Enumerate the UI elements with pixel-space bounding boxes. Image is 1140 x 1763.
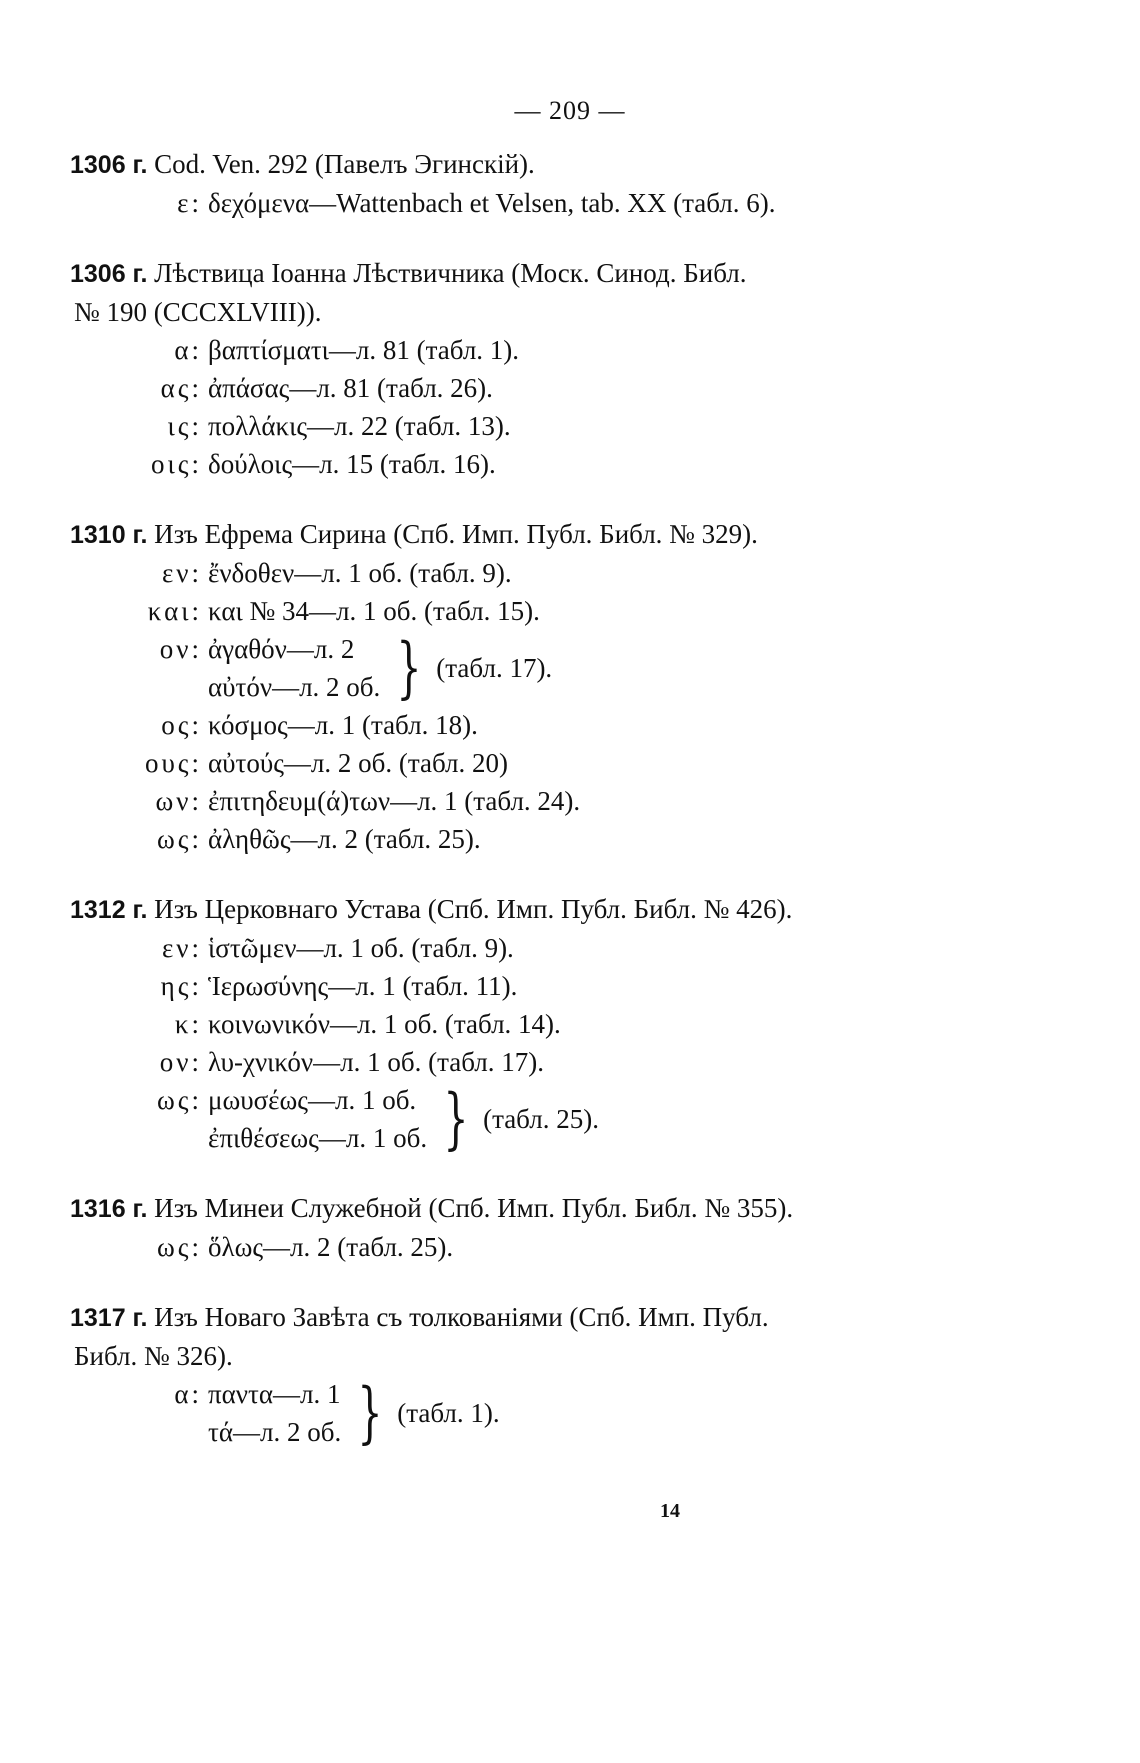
ending-example: ἐπιτηδευμ(ά)των—л. 1 (табл. 24). xyxy=(208,786,581,816)
ending-row xyxy=(70,929,1070,967)
entry-year: 1310 г. xyxy=(70,521,148,549)
catalog-entry xyxy=(70,1298,1070,1451)
catalog-entry xyxy=(70,1189,1070,1266)
ending-suffix: ας: xyxy=(160,373,202,403)
right-brace-icon: } xyxy=(396,629,422,706)
sheet-signature: 14 xyxy=(660,1500,680,1522)
ending-suffix: α: xyxy=(174,335,202,365)
group-examples xyxy=(208,1375,341,1451)
ending-example: και № 34—л. 1 об. (табл. 15). xyxy=(208,596,540,626)
ending-row xyxy=(70,706,1070,744)
ending-example: ἔνδοθεν—л. 1 об. (табл. 9). xyxy=(208,558,512,588)
ending-example: αὐτόν—л. 2 об. xyxy=(208,672,381,702)
ending-suffix: ων: xyxy=(155,786,202,816)
ending-example: ἀγαθόν—л. 2 xyxy=(208,634,355,664)
ending-row xyxy=(70,592,1070,630)
ending-suffix: κ: xyxy=(174,1009,202,1039)
ending-row xyxy=(70,184,1070,222)
ending-example: βαπτίσματι—л. 81 (табл. 1). xyxy=(208,335,520,365)
ending-example: λυ-χνικόν—л. 1 об. (табл. 17). xyxy=(208,1047,544,1077)
ending-group xyxy=(70,1375,1070,1451)
entry-year: 1312 г. xyxy=(70,896,148,924)
ending-suffix: ως: xyxy=(157,1232,202,1262)
ending-suffix: ε: xyxy=(177,188,202,218)
right-brace-icon: } xyxy=(443,1080,469,1157)
ending-row xyxy=(70,744,1070,782)
catalog-entry xyxy=(70,254,1070,483)
entry-source: Cod. Ven. 292 (Павелъ Эгинскій). xyxy=(154,149,535,179)
ending-row xyxy=(70,331,1070,369)
ending-example: δούλοις—л. 15 (табл. 16). xyxy=(208,449,496,479)
ending-suffix: α: xyxy=(174,1379,202,1409)
ending-suffix: εν: xyxy=(161,933,202,963)
ending-example: πολλάκις—л. 22 (табл. 13). xyxy=(208,411,511,441)
ending-example: παντα—л. 1 xyxy=(208,1379,341,1409)
ending-example: ἀπάσας—л. 81 (табл. 26). xyxy=(208,373,493,403)
ending-row xyxy=(70,1043,1070,1081)
entry-source-continued: Библ. № 326). xyxy=(74,1341,233,1371)
entry-source-continued: № 190 (CCCXLVIII)). xyxy=(74,297,322,327)
ending-row xyxy=(70,407,1070,445)
group-examples xyxy=(208,1081,427,1157)
catalog-entry xyxy=(70,515,1070,858)
catalog-entry xyxy=(70,145,1070,222)
ending-row xyxy=(70,554,1070,592)
ending-suffix: εν: xyxy=(161,558,202,588)
ending-example: κοινωνικόν—л. 1 об. (табл. 14). xyxy=(208,1009,561,1039)
entry-heading xyxy=(70,1189,1070,1228)
ending-suffix: οις: xyxy=(151,449,202,479)
ending-suffix: ης: xyxy=(160,971,202,1001)
entry-year: 1306 г. xyxy=(70,260,148,288)
ending-suffix: ον: xyxy=(159,634,202,664)
ending-example: Ἱερωσύνης—л. 1 (табл. 11). xyxy=(208,971,518,1001)
entry-year: 1306 г. xyxy=(70,151,148,179)
ending-example: ἐπιθέσεως—л. 1 об. xyxy=(208,1123,428,1153)
entry-heading xyxy=(70,254,1070,293)
ending-example: μωυσέως—л. 1 об. xyxy=(208,1085,417,1115)
entry-heading xyxy=(70,515,1070,554)
entry-heading xyxy=(70,1298,1070,1337)
entry-heading xyxy=(70,890,1070,929)
entry-source: Изъ Минеи Служебной (Спб. Имп. Публ. Библ. № 355). xyxy=(154,1193,794,1223)
page-number: — 209 — xyxy=(514,96,626,125)
group-reference: (табл. 25). xyxy=(483,1104,599,1134)
ending-example: ἱστῶμεν—л. 1 об. (табл. 9). xyxy=(208,933,514,963)
ending-row xyxy=(70,782,1070,820)
ending-group xyxy=(70,1081,1070,1157)
group-reference: (табл. 17). xyxy=(436,653,553,683)
right-brace-icon: } xyxy=(357,1374,383,1451)
catalog-content xyxy=(70,145,1070,1483)
ending-suffix: ως: xyxy=(157,1085,202,1115)
catalog-entry xyxy=(70,890,1070,1157)
ending-suffix: ος: xyxy=(161,710,202,740)
ending-example: ὅλως—л. 2 (табл. 25). xyxy=(208,1232,454,1262)
ending-row xyxy=(70,967,1070,1005)
ending-example: κόσμος—л. 1 (табл. 18). xyxy=(208,710,478,740)
entry-source: Изъ Новаго Завѣта съ толкованіями (Спб. Имп. Публ. xyxy=(154,1302,769,1332)
ending-example: δεχόμενα—Wattenbach et Velsen, tab. XX (табл. 6). xyxy=(208,188,776,218)
ending-row xyxy=(70,369,1070,407)
ending-suffix: και: xyxy=(147,596,202,626)
entry-source: Изъ Церковнаго Устава (Спб. Имп. Публ. Библ. № 426). xyxy=(154,894,793,924)
entry-year: 1317 г. xyxy=(70,1304,148,1332)
ending-row xyxy=(70,820,1070,858)
ending-suffix: ους: xyxy=(144,748,202,778)
entry-year: 1316 г. xyxy=(70,1195,148,1223)
entry-source: Изъ Ефрема Сирина (Спб. Имп. Публ. Библ. № 329). xyxy=(154,519,758,549)
ending-suffix: ον: xyxy=(159,1047,202,1077)
ending-row xyxy=(70,1228,1070,1266)
ending-example: αὐτούς—л. 2 об. (табл. 20) xyxy=(208,748,509,778)
ending-suffix: ις: xyxy=(167,411,202,441)
ending-example: τά—л. 2 об. xyxy=(208,1417,342,1447)
ending-group xyxy=(70,630,1070,706)
ending-example: ἀληθῶς—л. 2 (табл. 25). xyxy=(208,824,481,854)
entry-heading xyxy=(70,145,1070,184)
group-reference: (табл. 1). xyxy=(397,1398,500,1428)
ending-row xyxy=(70,1005,1070,1043)
ending-row xyxy=(70,445,1070,483)
group-examples xyxy=(208,630,380,706)
entry-source: Лѣствица Іоанна Лѣствичника (Моск. Синод. Библ. xyxy=(154,258,747,288)
ending-suffix: ως: xyxy=(157,824,202,854)
